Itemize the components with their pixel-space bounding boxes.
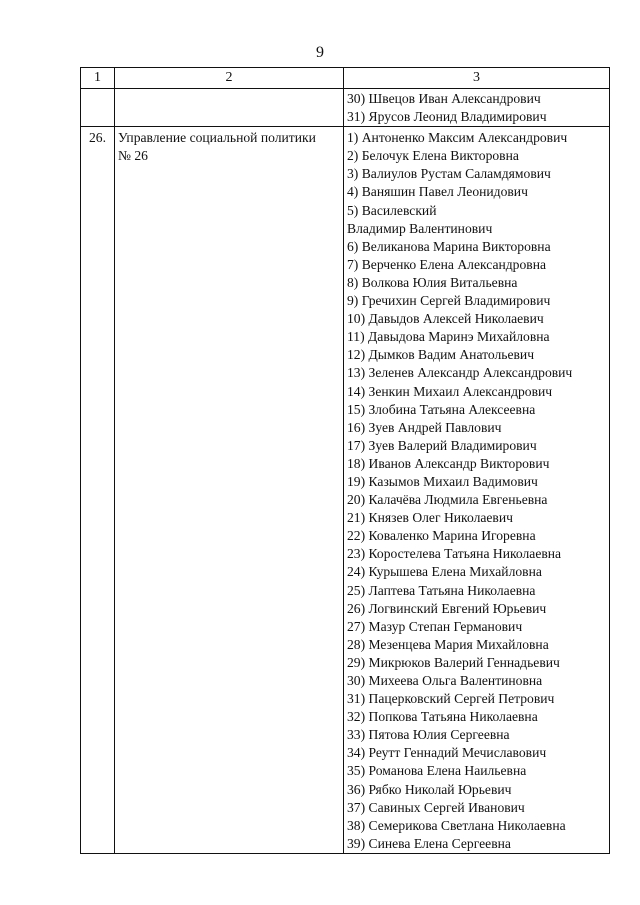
- name-list-item: 28) Мезенцева Мария Михайловна: [347, 636, 549, 652]
- name-list-item: 12) Дымков Вадим Анатольевич: [347, 347, 535, 363]
- continued-names-cell: [344, 89, 610, 127]
- name-list-item: 19) Казымов Михаил Вадимович: [347, 473, 538, 489]
- name-list-item: 39) Синева Елена Сергеевна: [347, 835, 511, 851]
- name-list-item: 14) Зенкин Михаил Александрович: [347, 383, 553, 399]
- header-col-1: 1: [81, 68, 115, 89]
- name-list-item: 15) Злобина Татьяна Алексеевна: [347, 401, 536, 417]
- department-name: Управление социальной политики: [118, 130, 316, 146]
- name-list-item: 22) Коваленко Марина Игоревна: [347, 528, 536, 544]
- row-number: 26.: [81, 127, 115, 854]
- name-list-item: 5) Василевский: [347, 202, 437, 218]
- name-list-item: 26) Логвинский Евгений Юрьевич: [347, 600, 547, 616]
- name-list-item: 1) Антоненко Максим Александрович: [347, 130, 568, 146]
- name-list-item: 21) Князев Олег Николаевич: [347, 510, 513, 526]
- department-number: № 26: [118, 148, 148, 164]
- name-list-item: 36) Рябко Николай Юрьевич: [347, 781, 512, 797]
- name-list-item: 10) Давыдов Алексей Николаевич: [347, 311, 544, 327]
- name-list-item: 29) Микрюков Валерий Геннадьевич: [347, 654, 560, 670]
- name-list-item: 20) Калачёва Людмила Евгеньевна: [347, 492, 548, 508]
- name-list-item: 11) Давыдова Маринэ Михайловна: [347, 329, 550, 345]
- name-list-item: 4) Ваняшин Павел Леонидович: [347, 184, 528, 200]
- name-list-item: 32) Попкова Татьяна Николаевна: [347, 709, 538, 725]
- name-list-item: 16) Зуев Андрей Павлович: [347, 419, 502, 435]
- name-list-item: 6) Великанова Марина Викторовна: [347, 238, 551, 254]
- name-list-item: 2) Белочук Елена Викторовна: [347, 148, 519, 164]
- name-list-item: 31) Пацерковский Сергей Петрович: [347, 691, 555, 707]
- name-list-item: 35) Романова Елена Наильевна: [347, 763, 527, 779]
- name-list-item: 33) Пятова Юлия Сергеевна: [347, 727, 510, 743]
- name-list-item: 17) Зуев Валерий Владимирович: [347, 437, 537, 453]
- name-list-item: 30) Швецов Иван Александрович: [347, 91, 541, 106]
- header-col-3: 3: [344, 68, 610, 89]
- empty-number-cell: [81, 89, 115, 127]
- name-list-item: Владимир Валентинович: [347, 220, 493, 236]
- empty-department-cell: [115, 89, 344, 127]
- name-list-item: 24) Курышева Елена Михайловна: [347, 564, 542, 580]
- name-list-item: 13) Зеленев Александр Александрович: [347, 365, 573, 381]
- name-list-item: 30) Михеева Ольга Валентиновна: [347, 673, 543, 688]
- name-list-item: 37) Савиных Сергей Иванович: [347, 799, 525, 815]
- names-list-cell: [344, 127, 610, 854]
- name-list-item: 34) Реутт Геннадий Мечиславович: [347, 745, 547, 761]
- table-row-continued: [81, 89, 610, 127]
- department-cell: [115, 127, 344, 854]
- name-list-item: 3) Валиулов Рустам Саламдямович: [347, 166, 551, 182]
- header-col-2: 2: [115, 68, 344, 89]
- name-list-item: 27) Мазур Степан Германович: [347, 618, 523, 634]
- table-header-row: [81, 68, 610, 89]
- name-list-item: 18) Иванов Александр Викторович: [347, 455, 550, 471]
- name-list-item: 38) Семерикова Светлана Николаевна: [347, 817, 566, 833]
- table-row-26: [81, 127, 610, 854]
- name-list-item: 9) Гречихин Сергей Владимирович: [347, 293, 551, 309]
- name-list-item: 23) Коростелева Татьяна Николаевна: [347, 546, 562, 562]
- personnel-table: [80, 67, 610, 854]
- name-list-item: 25) Лаптева Татьяна Николаевна: [347, 582, 536, 598]
- page-number: 9: [316, 44, 324, 61]
- name-list-item: 31) Ярусов Леонид Владимирович: [347, 109, 547, 125]
- name-list-item: 8) Волкова Юлия Витальевна: [347, 274, 518, 290]
- name-list-item: 7) Верченко Елена Александровна: [347, 256, 547, 272]
